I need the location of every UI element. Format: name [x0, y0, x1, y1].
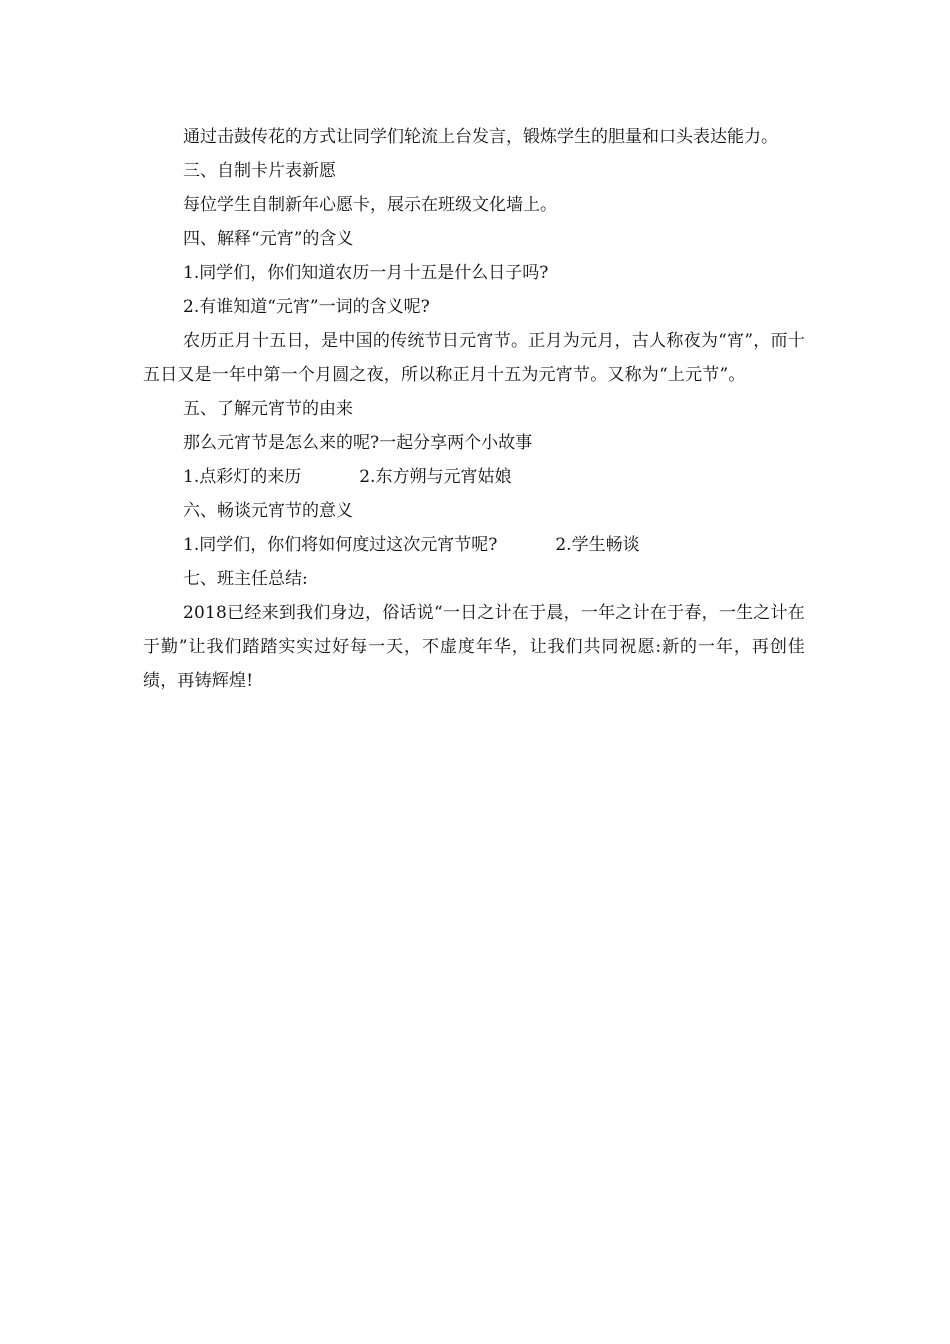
section-three-heading: 三、自制卡片表新愿	[183, 161, 336, 181]
origin-intro: 那么元宵节是怎么来的呢?一起分享两个小故事	[183, 433, 533, 453]
wish-card-paragraph: 每位学生自制新年心愿卡，展示在班级文化墙上。	[183, 195, 557, 215]
section-seven-heading: 七、班主任总结:	[183, 569, 308, 589]
discussion-list	[143, 528, 805, 562]
story-item-lanterns: 1.点彩灯的来历	[183, 467, 302, 487]
activity-paragraph: 通过击鼓传花的方式让同学们轮流上台发言，锻炼学生的胆量和口头表达能力。	[183, 127, 778, 147]
question-one: 1.同学们，你们知道农历一月十五是什么日子吗?	[183, 263, 549, 283]
section-four-heading: 四、解释“元宵”的含义	[183, 229, 354, 249]
lantern-festival-explanation: 农历正月十五日，是中国的传统节日元宵节。正月为元月，古人称夜为“宵”，而十五日又是一年中第一个月圆之夜，所以称正月十五为元宵节。又称为“上元节”。	[143, 331, 805, 385]
section-five-heading: 五、了解元宵节的由来	[183, 399, 353, 419]
story-item-dongfang: 2.东方朔与元宵姑娘	[359, 467, 512, 487]
document-body	[143, 120, 805, 698]
closing-paragraph: 2018已经来到我们身边，俗话说“一日之计在于晨，一年之计在于春，一生之计在于勤”让我们踏踏实实过好每一天，不虚度年华，让我们共同祝愿:新的一年，再创佳绩，再铸辉煌!	[143, 603, 805, 691]
discussion-item-question: 1.同学们，你们将如何度过这次元宵节呢?	[183, 535, 498, 555]
section-six-heading: 六、畅谈元宵节的意义	[183, 501, 353, 521]
discussion-item-talk: 2.学生畅谈	[555, 535, 640, 555]
question-two: 2.有谁知道“元宵”一词的含义呢?	[183, 297, 430, 317]
story-list	[143, 460, 805, 494]
